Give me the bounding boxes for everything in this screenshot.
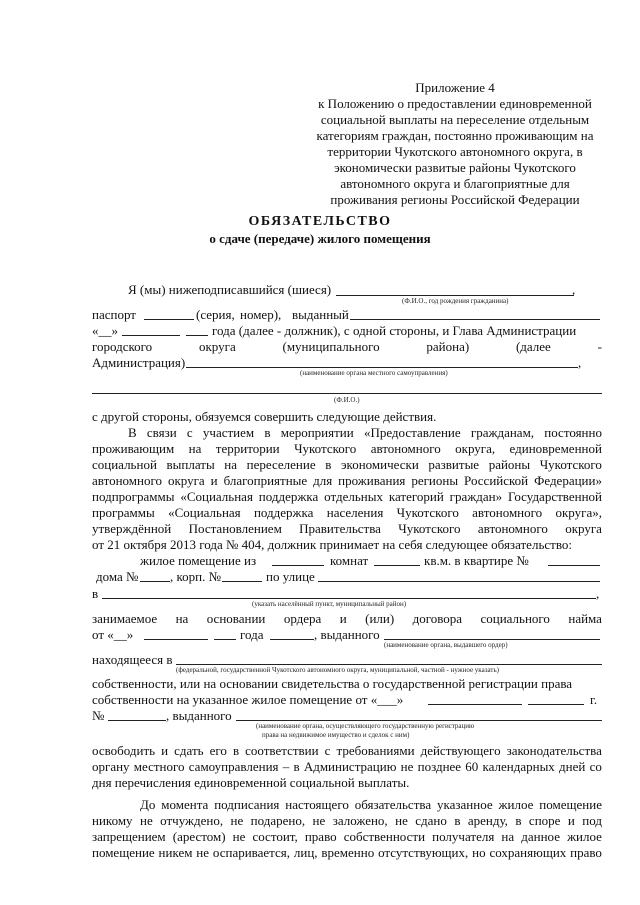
word: автономного xyxy=(370,441,441,456)
word: сдать xyxy=(174,743,204,758)
word: округа xyxy=(198,339,236,354)
comma: , xyxy=(596,586,600,601)
word: споре xyxy=(528,813,561,828)
word: на xyxy=(188,441,202,456)
debtor-text: года (далее - должник), с одной стороны, и Глава Администрации xyxy=(212,323,577,338)
street-label: по улице xyxy=(266,569,315,584)
word: не xyxy=(139,813,153,828)
word: автономного xyxy=(472,505,543,520)
word: категорий xyxy=(388,489,444,504)
rooms-label: комнат xyxy=(330,553,369,568)
street-blank xyxy=(318,581,600,582)
word: в xyxy=(454,813,461,828)
word: гражданам, xyxy=(470,425,535,440)
word: отдельных xyxy=(324,489,383,504)
word: освободить xyxy=(92,743,156,758)
word: и xyxy=(567,813,575,828)
word: в xyxy=(515,813,522,828)
organ-blank xyxy=(186,367,578,368)
paragraph-line xyxy=(128,425,602,440)
cert-year-blank xyxy=(528,704,584,705)
word: «Социальная xyxy=(168,505,241,520)
word: требованиями xyxy=(336,743,415,758)
paragraph-line xyxy=(92,473,602,488)
word: Чукотского xyxy=(539,457,602,472)
caption-registration: (наименование органа, осуществляющего государственную регистрацию xyxy=(256,722,475,730)
word: постоянно xyxy=(544,425,602,440)
date-month-blank xyxy=(122,335,180,336)
word: «Предоставление xyxy=(363,425,461,440)
word: (далее xyxy=(515,339,551,354)
apartment-label: кв.м. в квартире № xyxy=(424,553,529,568)
word: под xyxy=(582,813,602,828)
word: граждан» xyxy=(449,489,503,504)
word: на xyxy=(175,611,189,626)
word: право xyxy=(570,845,602,860)
word: – xyxy=(282,759,290,774)
word: регионы xyxy=(411,473,459,488)
word: Правительства xyxy=(299,521,381,536)
word: В xyxy=(128,425,137,440)
word: проживающим xyxy=(92,441,175,456)
word: в xyxy=(232,743,240,758)
word: сохраняющих xyxy=(489,845,567,860)
word: в xyxy=(264,425,271,440)
word: - xyxy=(597,339,602,354)
word: автономного xyxy=(92,473,162,488)
cert-issued-label: , выданного xyxy=(166,708,232,723)
passport-blank xyxy=(144,319,194,320)
word: но xyxy=(472,845,486,860)
signatory-blank xyxy=(336,295,574,296)
word: округа xyxy=(565,521,602,536)
cert-issuer-blank xyxy=(236,720,602,721)
word: Постановлением xyxy=(188,521,282,536)
word: городского xyxy=(92,339,153,354)
other-side-text: с другой стороны, обязуемся совершить следующие действия. xyxy=(92,409,437,424)
word: отчуждено, xyxy=(160,813,224,828)
paragraph-line xyxy=(92,521,602,536)
word: округа», xyxy=(555,505,602,520)
word: округа xyxy=(167,473,205,488)
place-blank xyxy=(102,598,596,599)
document-title: ОБЯЗАТЕЛЬСТВО xyxy=(248,214,392,229)
word: экономически xyxy=(340,457,419,472)
caption-fio: (Ф.И.О.) xyxy=(334,396,360,404)
date-year-blank xyxy=(186,335,208,336)
appendix-line: к Положению о предоставлении единовременной xyxy=(318,96,592,111)
word: лиц, xyxy=(293,845,318,860)
word: на xyxy=(224,457,238,472)
word: не xyxy=(230,813,244,828)
word: в xyxy=(325,457,332,472)
word: данное xyxy=(521,829,560,844)
appendix-line: проживания регионы Российской Федерации xyxy=(330,192,580,207)
word: Чукотского xyxy=(396,505,459,520)
word: занимаемое xyxy=(92,611,158,626)
paragraph-line xyxy=(92,505,602,520)
passport-series-label: (серия, xyxy=(196,307,235,322)
word: договора xyxy=(412,611,463,626)
word: Российской xyxy=(464,473,529,488)
word: найма xyxy=(568,611,602,626)
issued-label: , выданного xyxy=(314,627,380,642)
cert-month-blank xyxy=(428,704,522,705)
date-day-label: «__» xyxy=(92,323,118,338)
word: утверждённой xyxy=(92,521,172,536)
flat-label: жилое помещение из xyxy=(140,553,257,568)
word: единовременной xyxy=(509,441,602,456)
order-year-blank xyxy=(214,639,236,640)
paragraph-line xyxy=(92,759,602,774)
word: сдано xyxy=(415,813,447,828)
ownership-line-1: собственности, или на основании свидетельства о государственной регистрации права xyxy=(92,676,573,691)
comma: , xyxy=(578,355,582,370)
passport-issuer-blank xyxy=(350,319,600,320)
comma: , xyxy=(572,282,576,297)
word: Администрацию xyxy=(303,759,397,774)
word: участием xyxy=(202,425,255,440)
word: мероприятии xyxy=(280,425,354,440)
word: (или) xyxy=(365,611,395,626)
word: развитые xyxy=(428,457,480,472)
appendix-line: территории Чукотского автономного округа, в xyxy=(327,144,583,159)
word: не xyxy=(395,813,408,828)
appendix-line: экономически развитые районы Чукотского xyxy=(334,160,576,175)
word: не xyxy=(196,845,210,860)
paragraph-line xyxy=(92,743,602,758)
paragraph-last-line: дня перечисления единовременной социальной выплаты. xyxy=(92,775,410,790)
word: Чукотского xyxy=(398,521,461,536)
word: с xyxy=(324,743,331,758)
word: помещение xyxy=(92,845,155,860)
word: позднее xyxy=(417,759,462,774)
word: указанное xyxy=(437,797,493,812)
word: выплаты xyxy=(166,457,215,472)
word: календарных xyxy=(482,759,555,774)
paragraph-line xyxy=(92,441,602,456)
caption-registration-2: права на недвижимое имущество и сделок с ним) xyxy=(262,731,410,739)
order-date-label: от «__» xyxy=(92,627,134,642)
word: не xyxy=(312,813,326,828)
word: ордера xyxy=(283,611,322,626)
word: автономного xyxy=(477,521,548,536)
word: 60 xyxy=(465,759,479,774)
word: не xyxy=(232,829,246,844)
word: органу xyxy=(92,759,130,774)
word: дней xyxy=(559,759,586,774)
word: отсутствующих, xyxy=(378,845,469,860)
word: состоит, xyxy=(252,829,298,844)
paragraph-line xyxy=(92,489,602,504)
word: жилое xyxy=(498,797,534,812)
order-month-blank xyxy=(144,639,208,640)
word: района) xyxy=(426,339,470,354)
word: самоуправления xyxy=(188,759,279,774)
word: переселение xyxy=(246,457,316,472)
word: социальной xyxy=(92,457,157,472)
administration-label: Администрация) xyxy=(92,355,186,370)
word: благоприятные xyxy=(223,473,308,488)
number-label: № xyxy=(92,708,105,723)
word: округа, xyxy=(455,441,496,456)
word: его xyxy=(209,743,227,758)
house-label: дома № xyxy=(96,569,139,584)
word: момента xyxy=(161,797,209,812)
appendix-title: Приложение 4 xyxy=(415,80,495,95)
word: и xyxy=(210,473,218,488)
word: поддержка xyxy=(253,505,314,520)
word: оспаривается, xyxy=(212,845,291,860)
caption-order: (наименование органа, выдавшего ордер) xyxy=(384,641,508,649)
word: местного xyxy=(133,759,185,774)
word: Чукотского xyxy=(294,441,357,456)
word: программы xyxy=(92,505,155,520)
passport-label: паспорт xyxy=(92,307,136,322)
admin-line xyxy=(92,339,602,354)
paragraph-line xyxy=(140,797,602,812)
word: Федерации» xyxy=(534,473,602,488)
word: законодательства xyxy=(506,743,602,758)
located-label: находящееся в xyxy=(92,652,173,667)
passport-issued-label: выданный xyxy=(292,307,349,322)
word: действующего xyxy=(420,743,501,758)
word: социального xyxy=(480,611,550,626)
word: настоящего xyxy=(285,797,349,812)
appendix-line: социальной выплаты на переселение отдельным xyxy=(320,112,590,127)
word: подарено, xyxy=(250,813,306,828)
appendix-line: автономного округа и благоприятные для xyxy=(340,176,570,191)
word: для xyxy=(313,473,333,488)
word: со xyxy=(589,759,602,774)
passport-number-label: номер), xyxy=(240,307,282,322)
word: временно xyxy=(321,845,375,860)
caption-fio-year: (Ф.И.О., год рождения гражданина) xyxy=(402,297,509,305)
word: поддержка xyxy=(258,489,319,504)
paragraph-line xyxy=(92,813,602,828)
head-fio-blank xyxy=(92,393,602,394)
word: проживания xyxy=(338,473,406,488)
caption-organ: (наименование органа местного самоуправления) xyxy=(300,369,448,377)
word: (муниципального xyxy=(282,339,380,354)
word: в xyxy=(293,759,300,774)
order-extra-blank xyxy=(270,639,314,640)
word: связи xyxy=(146,425,177,440)
area-blank xyxy=(374,565,420,566)
document-subtitle: о сдаче (передаче) жилого помещения xyxy=(209,231,431,246)
word: основании xyxy=(206,611,266,626)
house-blank xyxy=(140,581,170,582)
place-prefix: в xyxy=(92,586,99,601)
word: районы xyxy=(488,457,531,472)
word: (арестом) xyxy=(172,829,226,844)
word: аренду, xyxy=(467,813,508,828)
paragraph-line xyxy=(92,829,602,844)
word: населения xyxy=(326,505,384,520)
word: территории xyxy=(215,441,280,456)
word: запрещением xyxy=(92,829,166,844)
apartment-blank xyxy=(548,565,600,566)
property-blank xyxy=(176,664,602,665)
word: помещение xyxy=(539,797,602,812)
word: на xyxy=(501,829,515,844)
year-abbr: г. xyxy=(590,692,598,707)
word: не xyxy=(400,759,414,774)
paragraph-line xyxy=(92,845,602,860)
ownership-line-2: собственности на указанное жилое помещение от «___» xyxy=(92,692,404,707)
caption-property: (федеральной, государственной Чукотского автономного округа, муниципальной, частной - нужное указать) xyxy=(176,666,499,674)
word: с xyxy=(186,425,193,440)
year-label: года xyxy=(240,627,264,642)
paragraph-line xyxy=(92,457,602,472)
appendix-line: категориям граждан, постоянно проживающим на xyxy=(316,128,594,143)
word: право xyxy=(304,829,337,844)
word: заложено, xyxy=(332,813,388,828)
word: подпрограммы xyxy=(92,489,175,504)
occupied-line xyxy=(92,611,602,626)
cert-number-blank xyxy=(108,720,166,721)
building-label: , корп. № xyxy=(170,569,222,584)
appendix-block xyxy=(305,80,605,208)
word: обязательства xyxy=(354,797,432,812)
signatory-label: Я (мы) нижеподписавшийся (шиеся) xyxy=(128,282,332,297)
word: никем xyxy=(158,845,193,860)
paragraph-last-line: от 21 октября 2013 года № 404, должник принимает на себя следующее обязательство: xyxy=(92,537,572,552)
word: никому xyxy=(92,813,133,828)
rooms-blank xyxy=(272,565,324,566)
word: До xyxy=(140,797,156,812)
word: и xyxy=(339,611,347,626)
building-blank xyxy=(222,581,262,582)
word: получателя xyxy=(432,829,495,844)
caption-place: (указать населённый пункт, муниципальный район) xyxy=(252,600,407,608)
word: подписания xyxy=(214,797,280,812)
order-issuer-blank xyxy=(384,639,600,640)
word: Государственной xyxy=(507,489,602,504)
word: «Социальная xyxy=(180,489,253,504)
word: соответствии xyxy=(245,743,319,758)
word: жилое xyxy=(567,829,602,844)
word: и xyxy=(161,743,169,758)
word: собственности xyxy=(343,829,426,844)
